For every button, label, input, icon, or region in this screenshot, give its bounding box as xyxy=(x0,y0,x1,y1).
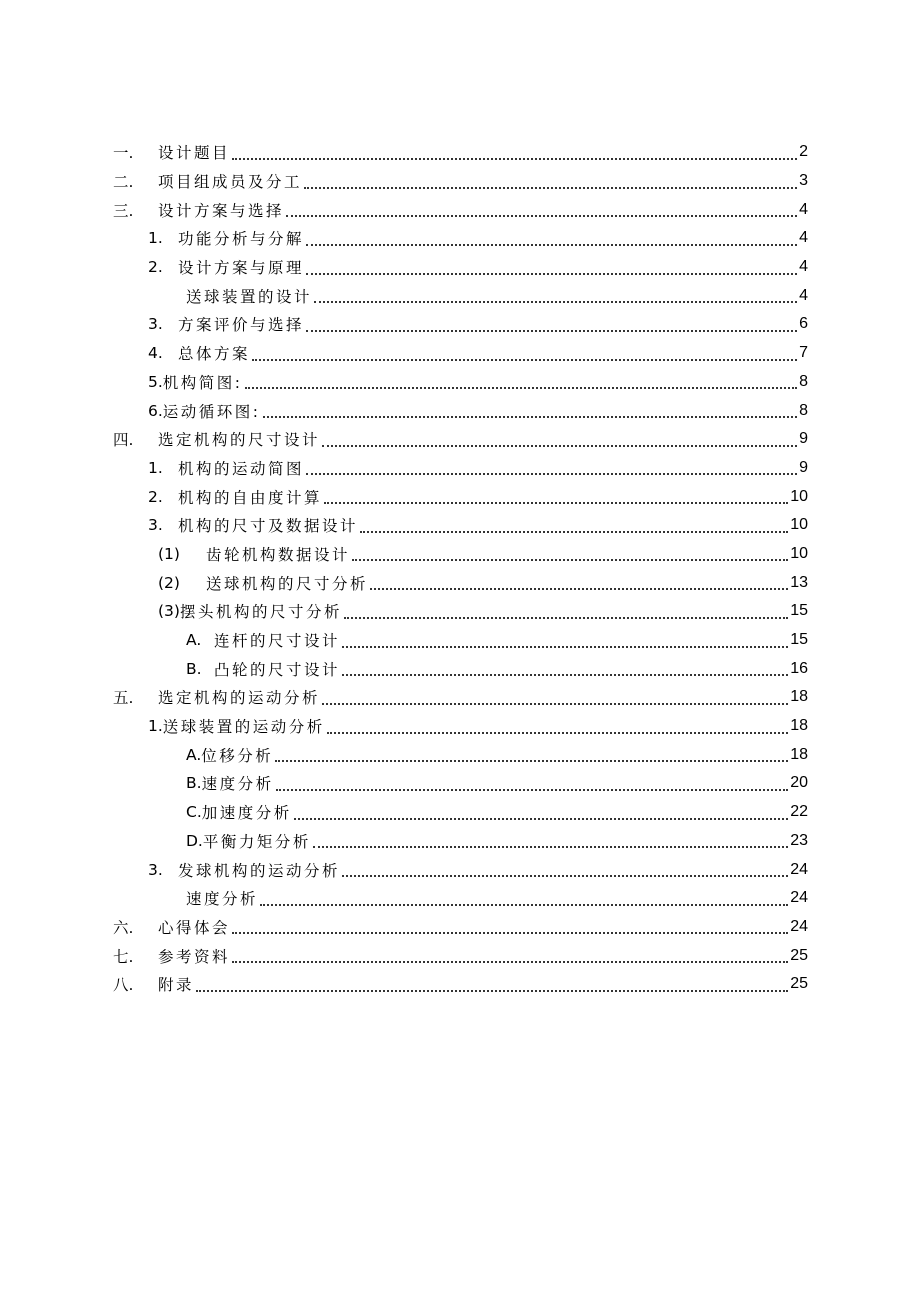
toc-entry-title: 位移分析 xyxy=(201,746,274,765)
toc-entry-number: 八. xyxy=(113,976,134,995)
toc-entry-page-number: 18 xyxy=(790,688,808,706)
toc-entry-page-number: 23 xyxy=(790,831,808,849)
toc-entry[interactable] xyxy=(0,913,920,942)
toc-dot-leader xyxy=(352,558,788,561)
toc-entry-page-number: 8 xyxy=(799,401,808,419)
toc-dot-leader xyxy=(324,501,788,504)
toc-dot-leader xyxy=(342,673,788,676)
toc-entry-page-number: 20 xyxy=(790,774,808,792)
toc-entry[interactable] xyxy=(0,511,920,540)
toc-dot-leader xyxy=(306,329,797,332)
toc-entry-page-number: 24 xyxy=(790,917,808,935)
toc-entry-page-number: 25 xyxy=(790,975,808,993)
toc-dot-leader xyxy=(322,444,797,447)
toc-entry-number: 5. xyxy=(148,372,163,391)
toc-entry[interactable] xyxy=(0,769,920,798)
toc-entry[interactable] xyxy=(0,368,920,397)
toc-entry[interactable] xyxy=(0,138,920,167)
toc-entry-page-number: 4 xyxy=(799,200,808,218)
toc-dot-leader xyxy=(306,472,797,475)
toc-entry-number: 二. xyxy=(113,173,134,192)
toc-entry-title: 运动循环图: xyxy=(162,402,261,421)
toc-entry[interactable] xyxy=(0,712,920,741)
toc-dot-leader xyxy=(245,386,798,389)
toc-entry[interactable] xyxy=(0,167,920,196)
table-of-contents xyxy=(0,138,920,999)
toc-dot-leader xyxy=(263,415,798,418)
toc-entry-title: 选定机构的尺寸设计 xyxy=(158,431,321,450)
toc-entry-number: 2. xyxy=(148,487,163,506)
toc-entry-title: 速度分析 xyxy=(186,890,259,909)
toc-entry[interactable] xyxy=(0,626,920,655)
toc-entry-number: B. xyxy=(186,659,202,678)
toc-entry[interactable] xyxy=(0,568,920,597)
toc-entry-page-number: 2 xyxy=(799,143,808,161)
toc-entry-title: 加速度分析 xyxy=(201,804,292,823)
toc-dot-leader xyxy=(275,759,788,762)
toc-dot-leader xyxy=(342,645,788,648)
toc-entry-number: B. xyxy=(186,774,202,793)
toc-entry-page-number: 4 xyxy=(799,258,808,276)
toc-entry-title: 送球装置的运动分析 xyxy=(162,718,325,737)
toc-entry-number: 三. xyxy=(113,201,134,220)
toc-entry-page-number: 10 xyxy=(790,516,808,534)
toc-dot-leader xyxy=(196,989,788,992)
toc-entry-number: D. xyxy=(186,831,203,850)
toc-entry[interactable] xyxy=(0,253,920,282)
toc-entry-title: 速度分析 xyxy=(201,775,274,794)
toc-entry-title: 设计方案与原理 xyxy=(178,259,305,278)
toc-entry-title: 摆头机构的尺寸分析 xyxy=(179,603,342,622)
toc-entry-number: 2. xyxy=(148,258,163,277)
toc-entry-page-number: 18 xyxy=(790,717,808,735)
toc-entry-page-number: 22 xyxy=(790,803,808,821)
toc-entry[interactable] xyxy=(0,482,920,511)
toc-entry-page-number: 25 xyxy=(790,946,808,964)
toc-entry-page-number: 18 xyxy=(790,745,808,763)
toc-entry[interactable] xyxy=(0,339,920,368)
toc-dot-leader xyxy=(314,300,797,303)
toc-entry[interactable] xyxy=(0,884,920,913)
toc-dot-leader xyxy=(322,702,788,705)
toc-entry-page-number: 7 xyxy=(799,344,808,362)
toc-dot-leader xyxy=(360,530,788,533)
toc-dot-leader xyxy=(344,616,788,619)
toc-entry-title: 方案评价与选择 xyxy=(178,316,305,335)
toc-entry-number: 3. xyxy=(148,860,163,879)
toc-entry-number: 3. xyxy=(148,516,163,535)
toc-entry[interactable] xyxy=(0,855,920,884)
toc-entry-page-number: 6 xyxy=(799,315,808,333)
toc-dot-leader xyxy=(276,788,789,791)
toc-entry-page-number: 13 xyxy=(790,573,808,591)
toc-entry-title: 心得体会 xyxy=(158,918,231,937)
toc-entry-page-number: 4 xyxy=(799,286,808,304)
toc-dot-leader xyxy=(370,587,788,590)
toc-entry-title: 功能分析与分解 xyxy=(178,230,305,249)
toc-entry-number: (3) xyxy=(158,602,180,621)
toc-entry-page-number: 4 xyxy=(799,229,808,247)
toc-entry-title: 机构的尺寸及数据设计 xyxy=(178,517,359,536)
toc-entry-page-number: 10 xyxy=(790,544,808,562)
toc-entry-title: 连杆的尺寸设计 xyxy=(214,632,341,651)
toc-entry-title: 送球机构的尺寸分析 xyxy=(206,574,369,593)
toc-entry[interactable] xyxy=(0,941,920,970)
toc-entry-number: 一. xyxy=(113,144,134,163)
toc-dot-leader xyxy=(252,358,797,361)
toc-entry-title: 凸轮的尺寸设计 xyxy=(214,660,341,679)
toc-dot-leader xyxy=(232,157,797,160)
toc-entry-number: A. xyxy=(186,745,202,764)
toc-entry-title: 平衡力矩分析 xyxy=(202,832,311,851)
toc-entry[interactable] xyxy=(0,454,920,483)
toc-entry[interactable] xyxy=(0,540,920,569)
toc-entry-number: 3. xyxy=(148,315,163,334)
toc-entry-number: 1. xyxy=(148,458,163,477)
toc-entry-page-number: 10 xyxy=(790,487,808,505)
toc-entry[interactable] xyxy=(0,597,920,626)
toc-entry-page-number: 9 xyxy=(799,430,808,448)
toc-entry-number: 1. xyxy=(148,717,163,736)
toc-entry[interactable] xyxy=(0,970,920,999)
toc-entry-page-number: 9 xyxy=(799,458,808,476)
toc-entry-number: (2) xyxy=(158,573,180,592)
toc-entry[interactable] xyxy=(0,654,920,683)
toc-entry-title: 齿轮机构数据设计 xyxy=(206,545,351,564)
toc-entry[interactable] xyxy=(0,396,920,425)
toc-entry[interactable] xyxy=(0,683,920,712)
toc-entry[interactable] xyxy=(0,425,920,454)
toc-entry[interactable] xyxy=(0,740,920,769)
toc-entry-number: 4. xyxy=(148,344,163,363)
toc-dot-leader xyxy=(286,214,797,217)
toc-dot-leader xyxy=(306,243,797,246)
toc-entry-title: 选定机构的运动分析 xyxy=(158,689,321,708)
toc-entry-title: 项目组成员及分工 xyxy=(158,173,303,192)
toc-entry-number: 1. xyxy=(148,229,163,248)
toc-entry[interactable] xyxy=(0,195,920,224)
toc-entry-page-number: 24 xyxy=(790,889,808,907)
toc-entry-page-number: 8 xyxy=(799,372,808,390)
toc-entry-title: 发球机构的运动分析 xyxy=(178,861,341,880)
toc-entry[interactable] xyxy=(0,798,920,827)
toc-dot-leader xyxy=(342,874,788,877)
toc-entry-page-number: 3 xyxy=(799,172,808,190)
toc-dot-leader xyxy=(260,903,788,906)
toc-entry-title: 机构简图: xyxy=(162,373,243,392)
toc-entry-title: 送球装置的设计 xyxy=(186,287,313,306)
toc-entry-title: 设计题目 xyxy=(158,144,231,163)
toc-entry-page-number: 16 xyxy=(790,659,808,677)
toc-dot-leader xyxy=(304,186,797,189)
toc-entry-title: 参考资料 xyxy=(158,947,231,966)
toc-entry-number: C. xyxy=(186,803,202,822)
toc-entry-number: 六. xyxy=(113,918,134,937)
toc-entry-number: 6. xyxy=(148,401,163,420)
toc-entry-number: A. xyxy=(186,631,202,650)
toc-entry[interactable] xyxy=(0,281,920,310)
toc-entry-page-number: 15 xyxy=(790,602,808,620)
toc-entry[interactable] xyxy=(0,827,920,856)
toc-entry-number: 五. xyxy=(113,689,134,708)
toc-dot-leader xyxy=(306,272,797,275)
toc-entry-number: (1) xyxy=(158,544,180,563)
toc-dot-leader xyxy=(327,731,788,734)
toc-entry[interactable] xyxy=(0,310,920,339)
toc-entry-title: 附录 xyxy=(158,976,195,995)
toc-entry-title: 机构的自由度计算 xyxy=(178,488,323,507)
toc-dot-leader xyxy=(232,960,788,963)
toc-entry-number: 七. xyxy=(113,947,134,966)
toc-entry-page-number: 24 xyxy=(790,860,808,878)
toc-entry-title: 总体方案 xyxy=(178,345,251,364)
toc-entry[interactable] xyxy=(0,224,920,253)
toc-dot-leader xyxy=(313,845,788,848)
toc-entry-title: 设计方案与选择 xyxy=(158,201,285,220)
toc-dot-leader xyxy=(294,817,788,820)
toc-entry-page-number: 15 xyxy=(790,631,808,649)
toc-entry-number: 四. xyxy=(113,431,134,450)
toc-entry-title: 机构的运动简图 xyxy=(178,459,305,478)
toc-dot-leader xyxy=(232,931,788,934)
